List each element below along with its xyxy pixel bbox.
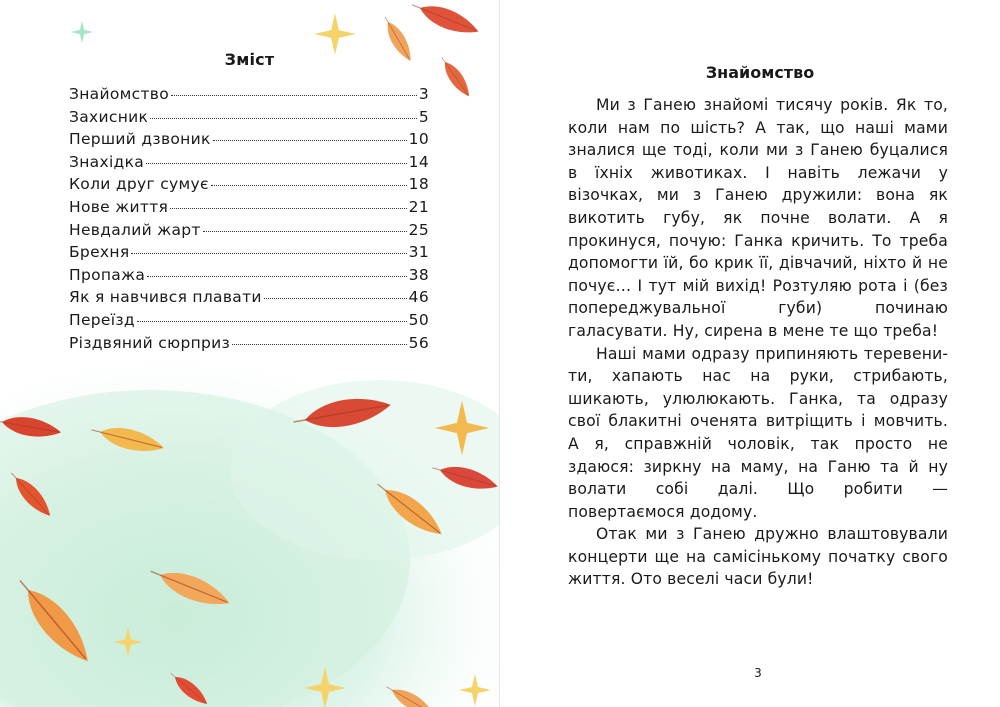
story-page: [500, 0, 1000, 707]
toc-entry-page: 18: [408, 175, 429, 194]
toc-entry-title: Невдалий жарт: [69, 220, 201, 239]
story-paragraph-3: Отак ми з Ганею дружно влаштовували концерти ще на самісінькому початку свого життя. Ото веселі часи були!: [568, 525, 948, 589]
toc-entry-page: 21: [408, 197, 429, 216]
toc-title: Зміст: [224, 50, 275, 69]
toc-entry-title: Як я навчився плавати: [69, 288, 262, 307]
toc-dot-leader: [211, 185, 407, 186]
toc-entry-title: Різдвяний сюрприз: [69, 333, 231, 352]
toc-dot-leader: [203, 231, 407, 232]
toc-dot-leader: [131, 253, 406, 254]
toc-entry-title: Перший дзвоник: [69, 130, 211, 149]
table-of-contents: [69, 85, 429, 356]
story-text: [568, 94, 948, 591]
toc-entry-title: Пропажа: [69, 265, 146, 284]
toc-entry: [69, 288, 429, 311]
toc-dot-leader: [232, 344, 407, 345]
story-paragraph-1: Ми з Ганею знайомі тисячу років. Як то, коли нам по шість? А так, що наші мами зналися ще тоді, коли ми з Ганею буцалися в їхніх животиках. І навіть лежачи у візочках, ми з Ганею дружили: вона як викотить губу, як почне волати. А я прокинуся, почую: Ганка кричить. То треба допомогти їй, бо крик її, дівчачий, ніхто й не почує… І тут мій вихід! Розтуляю рота і (без попереджувальної губи) починаю галасувати. Ну, сирена в мене те що треба!: [568, 96, 948, 340]
toc-entry-page: 50: [408, 310, 429, 329]
toc-dot-leader: [264, 298, 407, 299]
contents-page: [0, 0, 499, 707]
toc-dot-leader: [147, 276, 407, 277]
toc-entry: [69, 153, 429, 176]
toc-dot-leader: [171, 95, 417, 96]
story-paragraph-2: Наші мами одразу припиняють теревенити, хапають нас на руки, стрибають, шикають, улюлюкають. Ганка, та одразу свої блакитні оченята витріщить і мовчить. А я, справжній чоловік, так просто не здаюся: зиркну на маму, на Ганю та й ну волати собі далі. Що робити — повертаємося додому.: [568, 344, 948, 521]
toc-entry: [69, 198, 429, 221]
toc-entry-title: Захисник: [69, 107, 149, 126]
chapter-title: Знайомство: [705, 63, 815, 82]
toc-entry-title: Брехня: [69, 243, 130, 262]
toc-entry: [69, 243, 429, 266]
toc-entry-page: 31: [408, 243, 429, 262]
toc-entry: [69, 175, 429, 198]
toc-entry-page: 46: [408, 288, 429, 307]
toc-entry: [69, 130, 429, 153]
toc-entry-page: 14: [408, 152, 429, 171]
toc-entry: [69, 108, 429, 131]
toc-entry: [69, 221, 429, 244]
toc-entry: [69, 85, 429, 108]
toc-entry: [69, 334, 429, 357]
toc-entry-page: 25: [408, 220, 429, 239]
toc-dot-leader: [170, 208, 407, 209]
page-number: 3: [754, 666, 762, 680]
toc-entry-title: Знайомство: [69, 85, 169, 103]
toc-entry: [69, 266, 429, 289]
toc-entry-title: Коли друг сумує: [69, 175, 209, 194]
toc-entry-page: 3: [418, 85, 429, 103]
toc-dot-leader: [146, 163, 407, 164]
toc-entry-title: Нове життя: [69, 197, 169, 216]
toc-entry-page: 38: [408, 265, 429, 284]
toc-entry-title: Переїзд: [69, 310, 135, 329]
toc-entry-page: 10: [408, 130, 429, 149]
toc-dot-leader: [137, 321, 407, 322]
toc-dot-leader: [150, 118, 417, 119]
toc-entry-page: 5: [418, 107, 429, 126]
toc-entry: [69, 311, 429, 334]
toc-entry-title: Знахідка: [69, 152, 145, 171]
toc-dot-leader: [213, 140, 407, 141]
toc-entry-page: 56: [408, 333, 429, 352]
